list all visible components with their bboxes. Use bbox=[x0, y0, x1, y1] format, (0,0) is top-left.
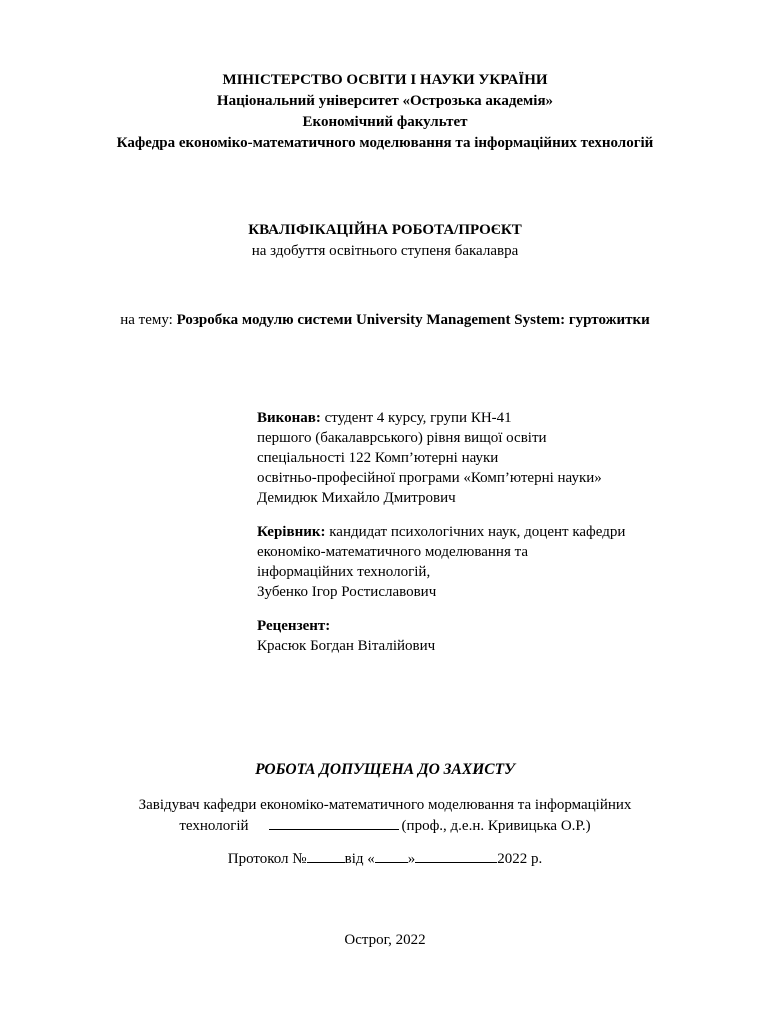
executor-label: Виконав: bbox=[257, 410, 321, 426]
title-block bbox=[0, 220, 770, 262]
supervisor-line-3: інформаційних технологій, bbox=[257, 564, 431, 580]
executor-name: Демидюк Михайло Дмитрович bbox=[257, 490, 456, 506]
document-header bbox=[0, 70, 770, 154]
head-of-department-block bbox=[0, 795, 770, 835]
protocol-quote-close: » bbox=[407, 851, 416, 867]
degree-subtitle: на здобуття освітнього ступеня бакалавра bbox=[251, 243, 519, 259]
protocol-month-blank bbox=[415, 848, 497, 863]
author-info-block bbox=[257, 408, 737, 656]
protocol-line bbox=[0, 848, 770, 869]
executor-line-3: спеціальності 122 Комп’ютерні науки bbox=[257, 450, 499, 466]
protocol-day-blank bbox=[375, 848, 408, 863]
protocol-prefix: Протокол № bbox=[227, 851, 307, 867]
city-year: Острог, 2022 bbox=[344, 932, 426, 948]
executor-line-4: освітньо-професійної програми «Комп’ютерні науки» bbox=[257, 470, 602, 486]
reviewer-name: Красюк Богдан Віталійович bbox=[257, 638, 436, 654]
supervisor-name: Зубенко Ігор Ростиславович bbox=[257, 584, 437, 600]
department-name: Кафедра економіко-математичного моделювання та інформаційних технологій bbox=[116, 135, 654, 151]
head-line-2 bbox=[0, 815, 770, 835]
supervisor-label: Керівник: bbox=[257, 524, 326, 540]
head-line-2-suffix: (проф., д.е.н. Кривицька О.Р.) bbox=[401, 818, 591, 834]
ministry-name: МІНІСТЕРСТВО ОСВІТИ І НАУКИ УКРАЇНИ bbox=[222, 72, 548, 88]
reviewer-label: Рецензент: bbox=[257, 618, 331, 634]
university-name: Національний університет «Острозька академія» bbox=[216, 93, 554, 109]
protocol-from: від « bbox=[344, 851, 375, 867]
protocol-number-blank bbox=[307, 848, 345, 863]
supervisor-desc-1: кандидат психологічних наук, доцент кафедри bbox=[325, 524, 626, 540]
supervisor-line-2: економіко-математичного моделювання та bbox=[257, 544, 529, 560]
topic-prefix: на тему: bbox=[120, 312, 177, 328]
supervisor-line-1 bbox=[257, 522, 737, 542]
topic-line bbox=[0, 311, 770, 330]
faculty-name: Економічний факультет bbox=[302, 114, 468, 130]
head-line-2-prefix: технологій bbox=[179, 818, 249, 834]
protocol-year: 2022 р. bbox=[497, 851, 543, 867]
work-title: КВАЛІФІКАЦІЙНА РОБОТА/ПРОЄКТ bbox=[248, 222, 522, 238]
executor-desc-1: студент 4 курсу, групи КН-41 bbox=[320, 410, 512, 426]
executor-line-1 bbox=[257, 408, 737, 428]
head-line-1: Завідувач кафедри економіко-математичного моделювання та інформаційних bbox=[138, 797, 632, 813]
executor-line-2: першого (бакалаврського) рівня вищої освіти bbox=[257, 430, 547, 446]
signature-blank bbox=[269, 815, 399, 830]
topic-text: Розробка модулю системи University Management System: гуртожитки bbox=[176, 312, 650, 328]
admission-title: РОБОТА ДОПУЩЕНА ДО ЗАХИСТУ bbox=[255, 761, 515, 778]
